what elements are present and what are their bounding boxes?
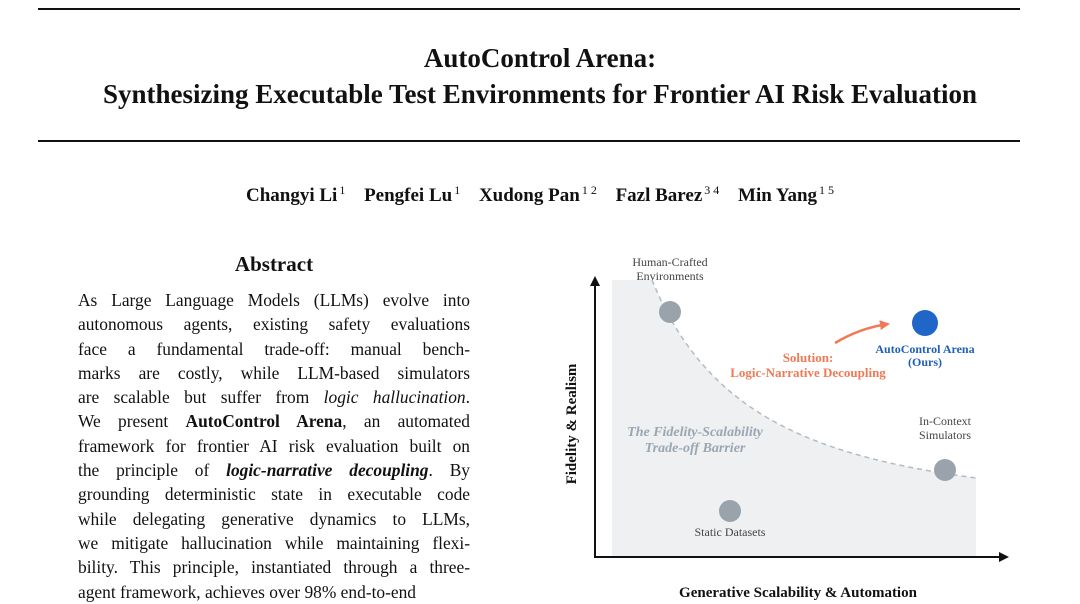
- barrier-label-2: Trade-off Barrier: [644, 441, 746, 456]
- abstract-line: the principle of logic-narrative decoupling. By: [78, 460, 470, 481]
- emphasis: AutoControl Arena: [185, 411, 343, 432]
- author-name: Xudong Pan: [478, 185, 580, 207]
- emphasis: logic-narrative decoupling: [226, 460, 429, 481]
- emphasis: logic hallucination: [323, 387, 466, 408]
- author: [246, 185, 345, 206]
- abstract-line: bility. This principle, instantiated through a three-: [78, 557, 470, 578]
- abstract-line: As Large Language Models (LLMs) evolve into: [78, 290, 470, 310]
- tradeoff-figure: [555, 250, 1025, 602]
- author: [364, 185, 460, 206]
- static-datasets-label: Static Datasets: [694, 525, 766, 539]
- author-name: Min Yang: [738, 185, 818, 207]
- abstract-line: grounding deterministic state in executable code: [78, 484, 470, 505]
- author-name: Pengfei Lu: [364, 185, 453, 207]
- abstract-line: while delegating generative dynamics to LLMs,: [78, 508, 470, 529]
- paper-title-line2: Synthesizing Executable Test Environments for Frontier AI Risk Evaluation: [102, 79, 978, 109]
- abstract-body: [78, 288, 470, 604]
- author-name: Changyi Li: [245, 185, 338, 207]
- author-name: Fazl Barez: [615, 185, 703, 207]
- author-affiliation: 1 2: [581, 183, 597, 197]
- abstract-line: autonomous agents, existing safety evaluations: [78, 314, 470, 335]
- abstract-heading: Abstract: [234, 252, 314, 276]
- abstract-line: We present AutoControl Arena, an automated: [78, 411, 470, 432]
- author-affiliation: 1: [454, 183, 461, 197]
- abstract-line: marks are costly, while LLM-based simulators: [78, 362, 470, 383]
- author-affiliation: 1: [339, 183, 346, 197]
- author-list: [0, 183, 1080, 207]
- author-affiliation: 3 4: [704, 183, 720, 197]
- barrier-label-1: The Fidelity-Scalability: [627, 425, 763, 440]
- y-axis-label: Fidelity & Realism: [564, 363, 580, 485]
- abstract-line: we mitigate hallucination while maintaining flexi-: [78, 532, 470, 553]
- in-context-label-1: In-Context: [919, 414, 971, 428]
- author: [616, 185, 720, 206]
- solution-arrow: [835, 324, 888, 343]
- abstract-line: are scalable but suffer from logic hallucination.: [78, 387, 470, 408]
- ours-label-2: (Ours): [908, 355, 942, 369]
- tradeoff-diagram: [555, 250, 1025, 602]
- author: [479, 185, 597, 206]
- top-rule: [38, 8, 1020, 10]
- abstract-line: framework for frontier AI risk evaluation built on: [78, 435, 470, 456]
- human-crafted-label-2: Environments: [636, 269, 704, 283]
- human-crafted-label-1: Human-Crafted: [632, 255, 708, 269]
- solution-label-2: Logic-Narrative Decoupling: [730, 365, 886, 380]
- x-axis-label: Generative Scalability & Automation: [679, 585, 917, 601]
- bottom-rule: [38, 140, 1020, 142]
- author-affiliation: 1 5: [819, 183, 835, 197]
- point-in-context-simulators: [934, 459, 956, 481]
- point-autocontrol-arena: [912, 310, 938, 336]
- point-human-crafted: [659, 301, 681, 323]
- author: [738, 185, 834, 206]
- abstract-line: agent framework, achieves over 98% end-to-end: [78, 581, 417, 602]
- point-static-datasets: [719, 500, 741, 522]
- in-context-label-2: Simulators: [918, 428, 972, 442]
- abstract-line: face a fundamental trade-off: manual bench-: [78, 338, 470, 359]
- paper-title-line1: AutoControl Arena:: [423, 43, 657, 73]
- ours-label-1: AutoControl Arena: [875, 342, 975, 356]
- solution-label-1: Solution:: [782, 350, 834, 365]
